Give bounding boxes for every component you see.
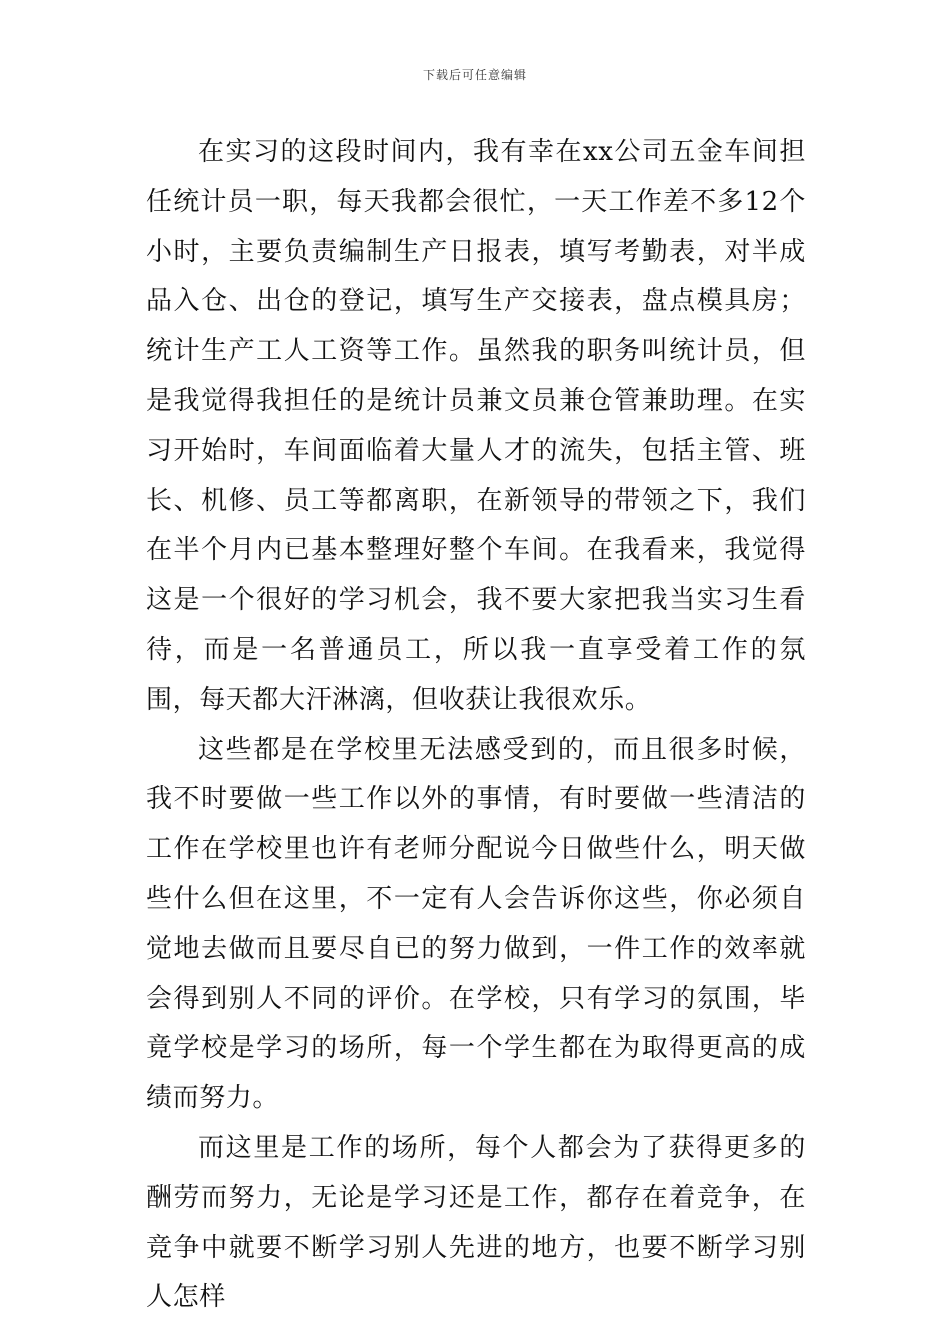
paragraph-3: 而这里是工作的场所，每个人都会为了获得更多的酬劳而努力，无论是学习还是工作，都存在着竞争，在竞争中就要不断学习别人先进的地方，也要不断学习别人怎样	[146, 1132, 806, 1313]
header-note: 下载后可任意编辑	[422, 68, 527, 82]
paragraph-1: 在实习的这段时间内，我有幸在xx公司五金车间担任统计员一职，每天我都会很忙，一天工作差不多12个小时，主要负责编制生产日报表，填写考勤表，对半成品入仓、出仓的登记，填写生产交接表，盘点模具房；统计生产工人工资等工作。虽然我的职务叫统计员，但是我觉得我担任的是统计员兼文员兼仓管兼助理。在实习开始时，车间面临着大量人才的流失，包括主管、班长、机修、员工等都离职，在新领导的带领之下，我们在半个月内已基本整理好整个车间。在我看来，我觉得这是一个很好的学习机会，我不要大家把我当实习生看待，而是一名普通员工，所以我一直享受着工作的氛围，每天都大汗淋漓，但收获让我很欢乐。	[146, 137, 806, 715]
paragraph-2: 这些都是在学校里无法感受到的，而且很多时候，我不时要做一些工作以外的事情，有时要做一些清洁的工作在学校里也许有老师分配说今日做些什么，明天做些什么但在这里，不一定有人会告诉你这些，你必须自觉地去做而且要尽自已的努力做到，一件工作的效率就会得到别人不同的评价。在学校，只有学习的氛围，毕竟学校是学习的场所，每一个学生都在为取得更高的成绩而努力。	[146, 734, 806, 1114]
document-body	[146, 128, 806, 1323]
